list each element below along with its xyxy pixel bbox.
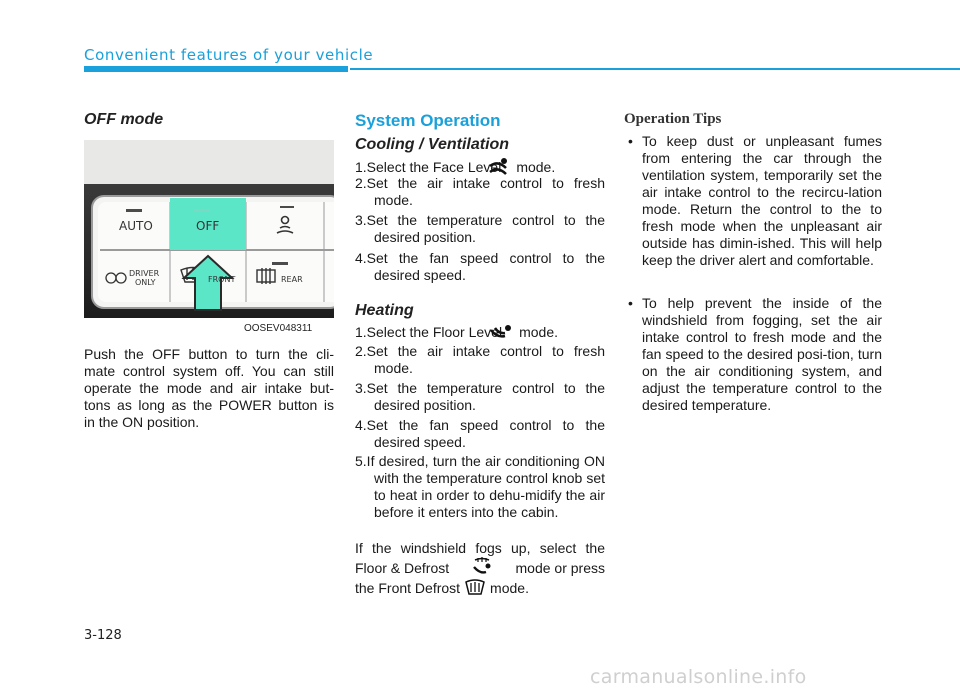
watermark: carmanualsonline.info (590, 666, 807, 688)
off-mode-heading: OFF mode (84, 111, 164, 128)
header-rule (350, 68, 960, 70)
off-button-label: OFF (196, 219, 220, 233)
heating-step-1-suffix: mode. (519, 324, 559, 340)
climate-panel-figure (84, 140, 334, 318)
fog-line-2 (355, 557, 605, 579)
header-accent-bar (84, 66, 348, 72)
tip-item-1: • To keep dust or unpleasant fumes from entering the car through the ventilation system, temporarily set the air intake control to the recircu-lation mode. Return the control to the to fresh mode when the unpleasant air outside has dimin-ished. This will help keep the driver alert and comfortable. (624, 133, 882, 269)
cooling-step-2: 2.Set the air intake control to fresh mode. (355, 175, 605, 208)
front-defrost-icon (465, 579, 485, 600)
heating-step-2: 2.Set the air intake control to fresh mode. (355, 343, 605, 376)
fog-line-1: If the windshield fogs up, select the (355, 540, 605, 556)
auto-button-label: AUTO (119, 219, 153, 233)
fog-line-2-pre: Floor & Defrost (355, 559, 450, 576)
heating-step-4: 4.Set the fan speed control to the desired speed. (355, 417, 605, 450)
section-header-title: Convenient features of your vehicle (84, 46, 374, 64)
fog-line-2-post: mode or press (515, 559, 605, 576)
heating-step-1 (355, 324, 605, 344)
off-mode-line: tons as long as the POWER button is (84, 397, 334, 413)
cooling-step-4: 4.Set the fan speed control to the desired speed. (355, 250, 605, 283)
off-mode-paragraph (84, 346, 334, 431)
heating-step-3: 3.Set the temperature control to the desired position. (355, 380, 605, 413)
off-mode-line: Push the OFF button to turn the cli- (84, 346, 334, 362)
rear-button-label: REAR (281, 275, 303, 284)
off-mode-line: in the ON position. (84, 414, 200, 430)
floor-level-icon (508, 324, 513, 344)
fog-paragraph (355, 540, 605, 600)
operation-tips-title: Operation Tips (624, 111, 722, 127)
cooling-step-1-suffix: mode. (516, 159, 556, 175)
off-mode-line: operate the mode and air intake but- (84, 380, 334, 396)
system-operation-title: System Operation (355, 111, 501, 130)
front-button-label: FRONT (208, 275, 236, 284)
heating-step-1-text: 1.Select the Floor Level (355, 324, 503, 340)
off-mode-line: mate control system off. You can still (84, 363, 334, 379)
cooling-heading: Cooling / Ventilation (355, 136, 510, 153)
fog-line-3-post: mode. (490, 580, 529, 596)
fog-line-3-pre: the Front Defrost (355, 580, 461, 596)
page-number: 3-128 (84, 628, 122, 643)
figure-caption: OOSEV048311 (244, 323, 313, 334)
tip-item-2: • To help prevent the inside of the windshield from fogging, set the air intake control to fresh mode and the fan speed to the desired posi-tion, turn on the air conditioning system, and adjust the temperature control to the desired temperature. (624, 295, 882, 414)
cooling-step-1-text: 1.Select the Face Level (355, 159, 502, 175)
heating-step-5: 5.If desired, turn the air conditioning ON with the temperature control knob set to heat in order to dehu-midify the air before it enters into the cabin. (355, 453, 605, 520)
climate-panel-illustration (84, 140, 334, 318)
driver-only-label-2: ONLY (135, 278, 156, 287)
driver-only-label-1: DRIVER (129, 269, 160, 278)
floor-defrost-icon (471, 557, 493, 579)
heating-heading: Heating (355, 302, 414, 319)
cooling-step-3: 3.Set the temperature control to the desired position. (355, 212, 605, 245)
fog-line-3 (355, 579, 605, 600)
